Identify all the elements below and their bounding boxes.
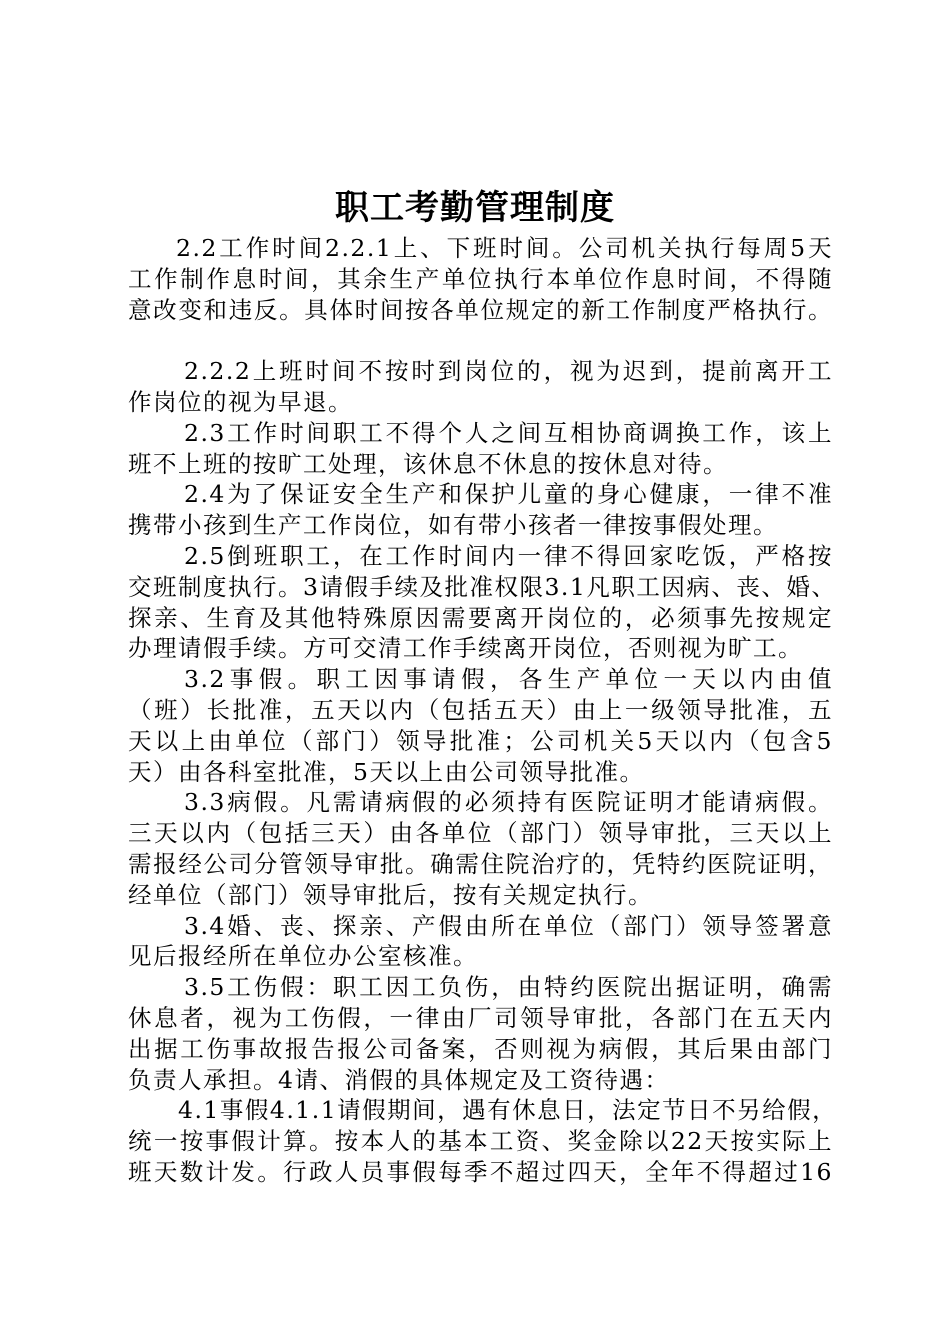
text-line: 需报经公司分管领导审批。确需住院治疗的，凭特约医院证明， <box>128 849 833 878</box>
text-line: 天以上由单位（部门）领导批准；公司机关5天以内（包含5 <box>128 726 833 755</box>
text-line: 办理请假手续。方可交清工作手续离开岗位，否则视为旷工。 <box>128 634 803 663</box>
text-line: （班）长批准，五天以内（包括五天）由上一级领导批准，五 <box>128 695 833 724</box>
text-line: 3.3病假。凡需请病假的必须持有医院证明才能请病假。 <box>184 788 833 817</box>
text-line: 3.4婚、丧、探亲、产假由所在单位（部门）领导签署意 <box>184 911 833 940</box>
text-line: 班天数计发。行政人员事假每季不超过四天，全年不得超过16 <box>128 1157 833 1186</box>
paragraph-gap <box>128 325 833 356</box>
text-line: 统一按事假计算。按本人的基本工资、奖金除以22天按实际上 <box>128 1127 833 1156</box>
text-line: 三天以内（包括三天）由各单位（部门）领导审批，三天以上 <box>128 819 833 848</box>
text-line: 交班制度执行。3请假手续及批准权限3.1凡职工因病、丧、婚、 <box>128 572 837 601</box>
text-line: 工作制作息时间，其余生产单位执行本单位作息时间，不得随 <box>128 264 833 293</box>
text-line: 3.2事假。职工因事请假，各生产单位一天以内由值 <box>184 665 833 694</box>
text-line: 出据工伤事故报告报公司备案，否则视为病假，其后果由部门 <box>128 1034 833 1063</box>
document-body <box>128 233 838 1188</box>
text-line: 2.3工作时间职工不得个人之间互相协商调换工作，该上 <box>184 418 833 447</box>
text-line: 2.4为了保证安全生产和保护儿童的身心健康，一律不准 <box>184 480 833 509</box>
text-line: 探亲、生育及其他特殊原因需要离开岗位的，必须事先按规定 <box>128 603 833 632</box>
text-line: 2.2.2上班时间不按时到岗位的，视为迟到，提前离开工 <box>184 357 833 386</box>
text-line: 意改变和违反。具体时间按各单位规定的新工作制度严格执行。 <box>128 295 833 324</box>
text-line: 经单位（部门）领导审批后，按有关规定执行。 <box>128 880 653 909</box>
text-line: 休息者，视为工伤假，一律由厂司领导审批，各部门在五天内 <box>128 1003 833 1032</box>
text-line: 见后报经所在单位办公室核准。 <box>128 942 478 971</box>
text-line: 4.1事假4.1.1请假期间，遇有休息日，法定节日不另给假， <box>178 1096 838 1125</box>
page-title: 职工考勤管理制度 <box>335 188 615 228</box>
text-line: 负责人承担。4请、消假的具体规定及工资待遇： <box>128 1065 670 1094</box>
text-line: 3.5工伤假：职工因工负伤，由特约医院出据证明，确需 <box>184 973 833 1002</box>
text-line: 作岗位的视为早退。 <box>128 387 353 416</box>
text-line: 2.2工作时间2.2.1上、下班时间。公司机关执行每周5天 <box>176 234 833 262</box>
text-line: 携带小孩到生产工作岗位，如有带小孩者一律按事假处理。 <box>128 511 778 540</box>
text-line: 2.5倒班职工，在工作时间内一律不得回家吃饭，严格按 <box>184 541 833 570</box>
text-line: 天）由各科室批准，5天以上由公司领导批准。 <box>128 757 645 786</box>
text-line: 班不上班的按旷工处理，该休息不休息的按休息对待。 <box>128 449 728 478</box>
